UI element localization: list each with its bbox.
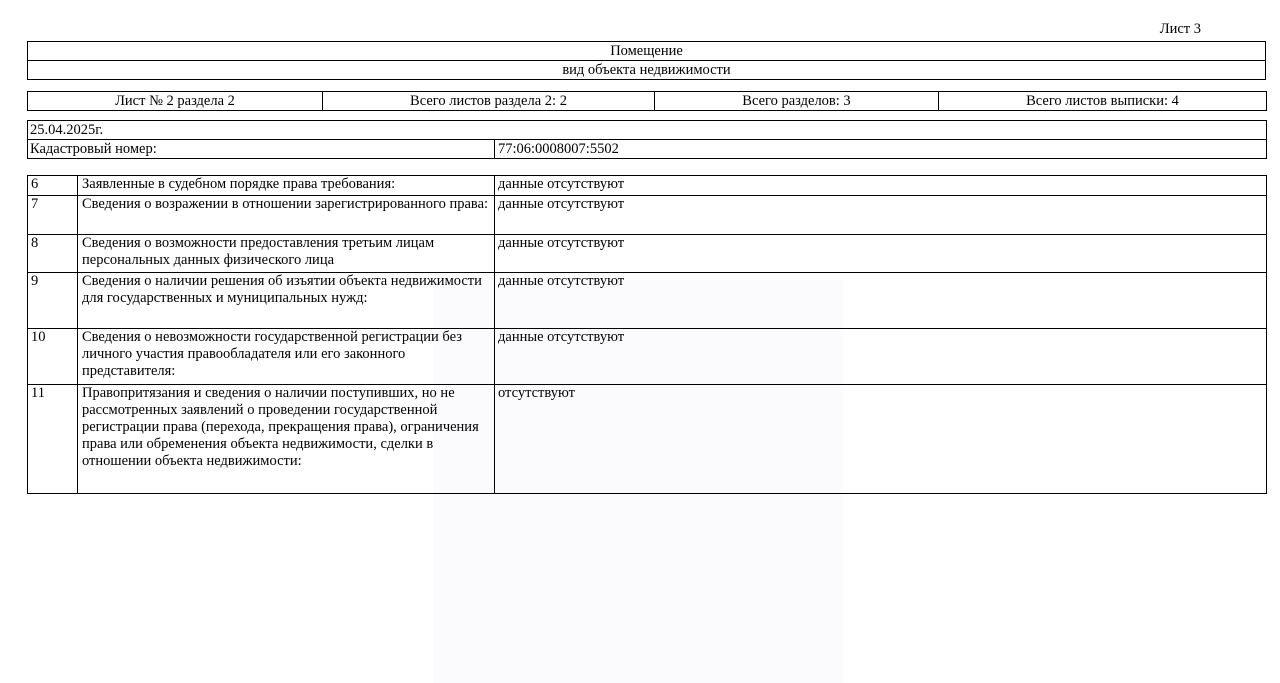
table-row	[28, 273, 1267, 329]
row-label: Сведения о возможности предоставления третьим лицам персональных данных физического лица	[78, 235, 495, 273]
row-label: Сведения о невозможности государственной регистрации без личного участия правообладателя или его законного представителя:	[78, 329, 495, 385]
table-row	[28, 196, 1267, 235]
object-header-table	[27, 41, 1266, 80]
row-label: Заявленные в судебном порядке права требования:	[78, 176, 495, 196]
total-sections: Всего разделов: 3	[655, 92, 939, 111]
total-sheets-section: Всего листов раздела 2: 2	[323, 92, 655, 111]
row-value: данные отсутствуют	[495, 329, 1267, 385]
row-value: данные отсутствуют	[495, 235, 1267, 273]
sheets-info-row	[28, 92, 1267, 111]
object-type-subtitle: вид объекта недвижимости	[28, 61, 1266, 80]
row-number: 9	[28, 273, 78, 329]
meta-table	[27, 120, 1267, 159]
row-number: 7	[28, 196, 78, 235]
cadastral-label: Кадастровый номер:	[28, 140, 495, 159]
table-row	[28, 329, 1267, 385]
row-number: 10	[28, 329, 78, 385]
table-row	[28, 385, 1267, 494]
date-row	[28, 121, 1267, 140]
row-value: отсутствуют	[495, 385, 1267, 494]
page-number: Лист 3	[1159, 21, 1201, 37]
row-value: данные отсутствуют	[495, 196, 1267, 235]
sheets-info-table	[27, 91, 1267, 111]
records-table	[27, 175, 1267, 494]
row-value: данные отсутствуют	[495, 176, 1267, 196]
row-label: Правопритязания и сведения о наличии поступивших, но не рассмотренных заявлений о проведении государственной регистрации права (перехода, прекращения права), ограничения права или обременения объекта недвижимости, сделки в отношении объекта недвижимости:	[78, 385, 495, 494]
row-label: Сведения о возражении в отношении зарегистрированного права:	[78, 196, 495, 235]
extract-date: 25.04.2025г.	[28, 121, 1267, 140]
table-row	[28, 235, 1267, 273]
header-subtitle-row	[28, 61, 1266, 80]
header-title-row	[28, 42, 1266, 61]
cadastral-value: 77:06:0008007:5502	[495, 140, 1267, 159]
sheet-of-section: Лист № 2 раздела 2	[28, 92, 323, 111]
table-row	[28, 176, 1267, 196]
row-label: Сведения о наличии решения об изъятии объекта недвижимости для государственных и муниципальных нужд:	[78, 273, 495, 329]
row-value: данные отсутствуют	[495, 273, 1267, 329]
total-sheets-extract: Всего листов выписки: 4	[939, 92, 1267, 111]
cadastral-row	[28, 140, 1267, 159]
row-number: 11	[28, 385, 78, 494]
object-type-title: Помещение	[28, 42, 1266, 61]
row-number: 6	[28, 176, 78, 196]
row-number: 8	[28, 235, 78, 273]
